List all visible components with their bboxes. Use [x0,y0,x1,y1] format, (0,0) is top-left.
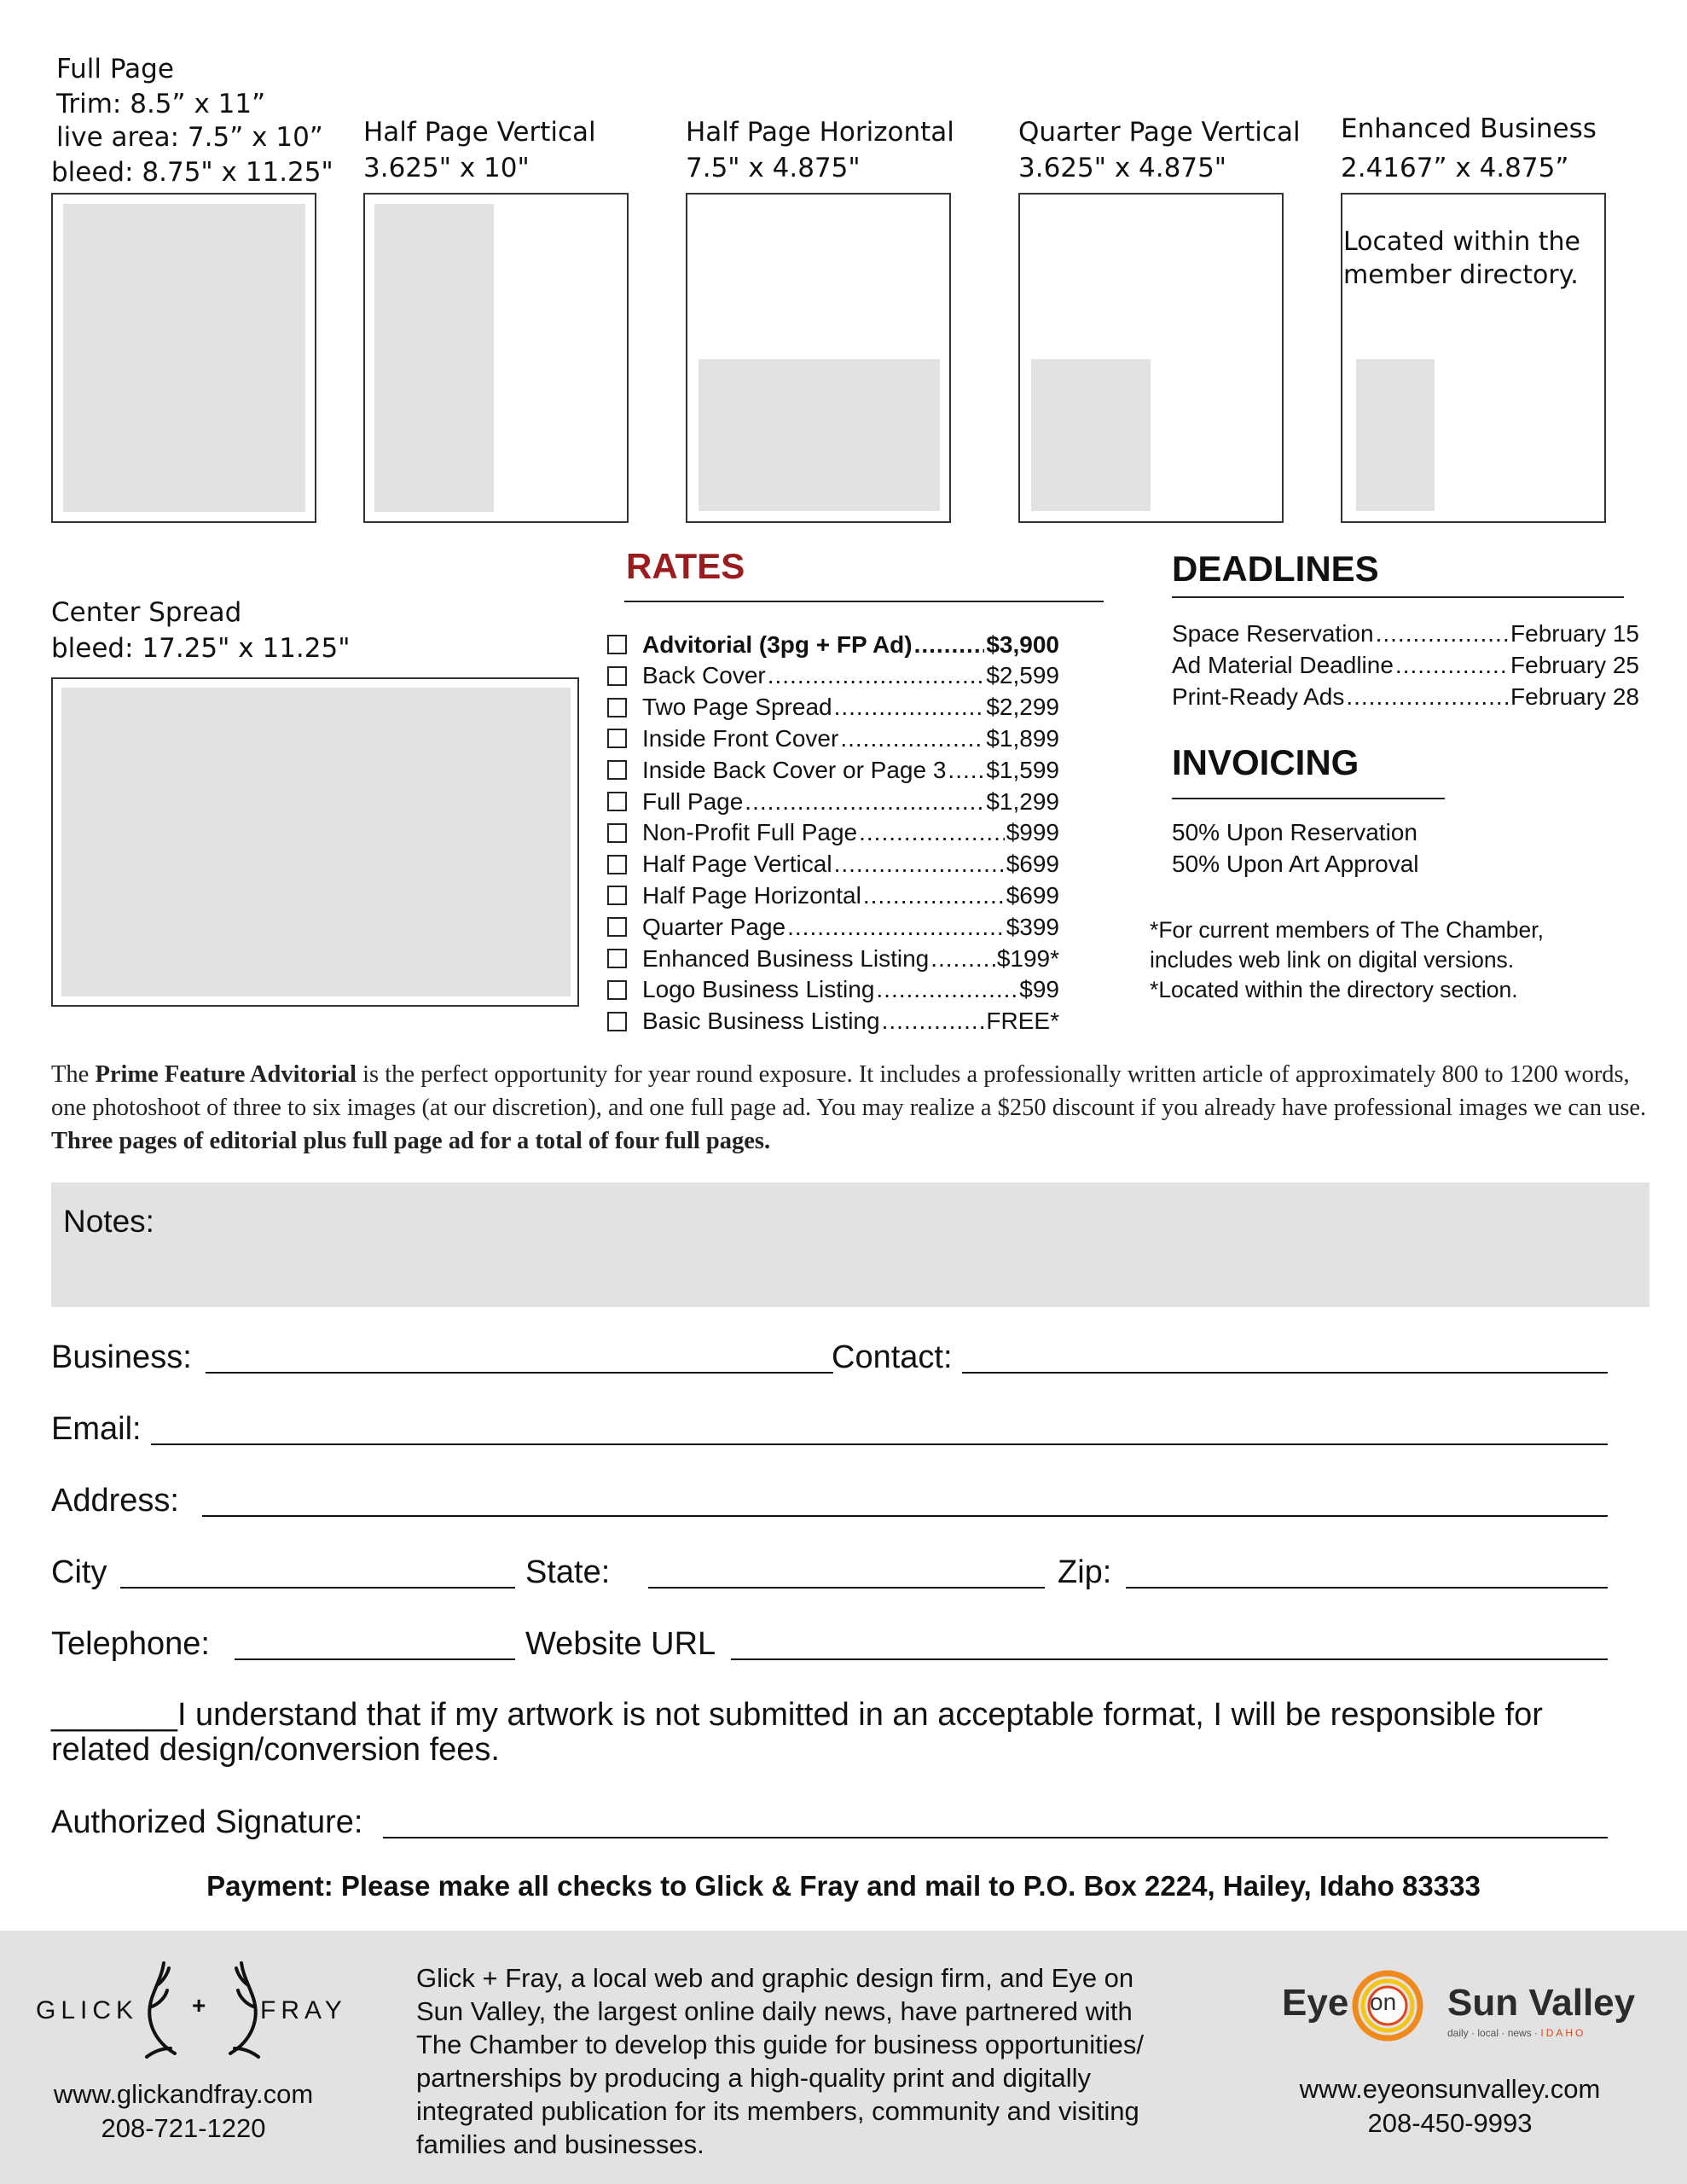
footer [0,1931,1687,2184]
footnote-line-2: includes web link on digital versions. [1150,947,1515,973]
deadline-label: Ad Material Deadline [1172,652,1394,678]
deadline-row [1172,681,1639,713]
glick-plus: + [192,1992,206,2018]
rate-price: $1,599 [986,756,1059,783]
rate-row [607,1006,1059,1037]
rate-checkbox[interactable] [607,666,627,686]
rate-price: $2,599 [986,662,1059,689]
blurb-line: Glick + Fray, a local web and graphic design firm, and Eye on [416,1963,1134,1993]
dot-leader [787,914,1005,941]
rate-label: Inside Front Cover [642,724,839,752]
dot-leader [1376,620,1509,648]
city-label: City [51,1554,107,1590]
rate-label: Two Page Spread [642,694,832,721]
rate-checkbox[interactable] [607,729,627,748]
half-horizontal-area [699,359,940,511]
website-field[interactable] [731,1658,1608,1660]
rate-price: $3,900 [986,630,1059,658]
signature-field[interactable] [383,1837,1608,1838]
para-bold-2: Three pages of editorial plus full page ad for a total of four full pages. [51,1128,771,1154]
rate-label: Full Page [642,787,744,815]
eye-word: Eye [1282,1982,1349,2024]
dot-leader [930,945,995,973]
rate-checkbox[interactable] [607,917,627,937]
address-field[interactable] [202,1515,1608,1517]
contact-label: Contact: [832,1339,953,1375]
invoicing-line-2: 50% Upon Art Approval [1172,851,1419,877]
contact-field[interactable] [962,1372,1608,1374]
rate-label: Advitorial (3pg + FP Ad) [642,630,913,658]
footnote-line-3: *Located within the directory section. [1150,977,1518,1002]
deadline-date: February 25 [1510,652,1639,678]
rate-label: Enhanced Business Listing [642,944,930,972]
rate-label: Logo Business Listing [642,976,875,1003]
rate-row [607,786,1059,817]
dot-leader [768,662,985,689]
para-bold-1: Prime Feature Advitorial [95,1061,357,1088]
business-label: Business: [51,1339,192,1375]
rates-heading: RATES [626,546,745,586]
state-field[interactable] [648,1587,1045,1589]
quarter-vertical-size: 3.625" x 4.875" [1018,153,1227,183]
rate-row [607,660,1059,692]
rate-label: Basic Business Listing [642,1008,880,1035]
notes-label: Notes: [63,1204,154,1239]
half-horizontal-outline [686,193,951,523]
rate-checkbox[interactable] [607,980,627,1000]
dot-leader [1395,652,1509,679]
dot-leader [834,694,985,721]
enhanced-title: Enhanced Business [1341,113,1597,144]
dot-leader [840,725,984,752]
glick-url[interactable]: www.glickandfray.com [53,2079,314,2109]
full-page-bleed: bleed: 8.75" x 11.25" [51,157,333,188]
rates-rule [624,601,1104,602]
rate-label: Quarter Page [642,913,786,940]
rate-checkbox[interactable] [607,698,627,717]
enhanced-note-line1: Located within the [1343,227,1580,257]
rate-price: $399 [1006,913,1059,940]
para-text-2: is the perfect opportunity for year round exposure. It includes a professionally written article of approximately 800 to 1200 words, one photoshoot of three to six images (at our discretion), and one full page ad. You may realize a $250 discount if you already have professional images we can use. [51,1061,1647,1121]
rate-checkbox[interactable] [607,760,627,780]
rate-row [607,817,1059,849]
half-vertical-size: 3.625" x 10" [363,153,530,183]
rate-label: Back Cover [642,662,766,689]
dot-leader [914,631,985,659]
full-page-title: Full Page [56,54,174,84]
blurb-line: The Chamber to develop this guide for business opportunities/ [416,2030,1144,2059]
rate-price: $99 [1019,976,1059,1003]
enhanced-outline [1341,193,1606,523]
deadlines-heading: DEADLINES [1172,549,1379,589]
rate-checkbox[interactable] [607,823,627,843]
half-horizontal-size: 7.5" x 4.875" [686,153,861,183]
rate-row [607,943,1059,974]
invoicing-heading: INVOICING [1172,742,1359,782]
deadline-row [1172,618,1639,650]
center-spread-title: Center Spread [51,597,242,628]
dot-leader [863,882,1005,909]
quarter-vertical-title: Quarter Page Vertical [1018,117,1301,148]
dot-leader [1346,683,1509,711]
eye-tagline: daily · local · news · IDAHO [1447,2027,1586,2039]
rate-checkbox[interactable] [607,855,627,874]
glick-phone: 208-721-1220 [101,2113,266,2143]
full-page-area [63,204,305,512]
rate-checkbox[interactable] [607,886,627,905]
rate-row [607,754,1059,786]
website-label: Website URL [525,1626,716,1662]
dot-leader [859,819,1005,846]
rate-price: FREE* [986,1008,1059,1035]
notes-field[interactable] [51,1182,1649,1307]
email-field[interactable] [151,1443,1608,1445]
half-vertical-title: Half Page Vertical [363,117,596,148]
deadline-label: Print-Ready Ads [1172,683,1345,710]
blurb-line: partnerships by producing a high-quality print and digitally [416,2063,1091,2093]
center-spread-outline [51,677,579,1007]
rate-checkbox[interactable] [607,792,627,811]
rate-price: $999 [1006,819,1059,846]
on-word: on [1370,1989,1397,2015]
rate-checkbox[interactable] [607,635,627,654]
telephone-label: Telephone: [51,1626,210,1662]
rate-row [607,723,1059,754]
rate-checkbox[interactable] [607,949,627,968]
acknowledgement-text: I understand that if my artwork is not submitted in an acceptable format, I will be responsible for [177,1697,1543,1733]
blurb-line: Sun Valley, the largest online daily news, have partnered with [416,1996,1133,2026]
dot-leader [948,757,984,784]
zip-label: Zip: [1058,1554,1112,1590]
enhanced-note-line2: member directory. [1343,260,1579,290]
telephone-field[interactable] [235,1658,515,1660]
glick-word: GLICK [36,1996,139,2024]
rate-label: Inside Back Cover or Page 3 [642,756,947,783]
address-label: Address: [51,1483,179,1519]
center-spread-bleed: bleed: 17.25" x 11.25" [51,633,351,664]
rate-label: Half Page Horizontal [642,881,861,909]
invoicing-rule [1172,798,1445,799]
enhanced-area [1356,359,1435,511]
deadlines-rule [1172,596,1624,598]
full-page-trim: Trim: 8.5” x 11” [56,89,266,119]
deadline-label: Space Reservation [1172,620,1374,647]
deadline-row [1172,649,1639,682]
fray-word: FRAY [260,1996,347,2024]
blurb-line: integrated publication for its members, community and visiting [416,2096,1139,2126]
payment-instructions: Payment: Please make all checks to Glick & Fray and mail to P.O. Box 2224, Hailey, Idaho 83333 [206,1870,1481,1902]
half-vertical-outline [363,193,629,523]
dot-leader [882,1008,985,1035]
blurb-line: families and businesses. [416,2129,704,2159]
rate-price: $1,299 [986,787,1059,815]
rate-row [607,911,1059,943]
rate-price: $699 [1006,881,1059,909]
eye-tagline-text: daily · local · news [1447,2027,1532,2039]
acknowledgement-initial-blank[interactable]: _______ [51,1697,177,1733]
signature-label: Authorized Signature: [51,1804,363,1840]
para-text-1: The [51,1061,96,1088]
zip-field[interactable] [1126,1587,1608,1589]
half-vertical-area [374,204,494,512]
sun-valley-word: Sun Valley [1447,1982,1636,2024]
rate-row [607,974,1059,1006]
rate-row [607,849,1059,880]
rate-label: Non-Profit Full Page [642,819,858,846]
half-horizontal-title: Half Page Horizontal [686,117,954,148]
state-label: State: [525,1554,611,1590]
quarter-vertical-area [1031,359,1151,511]
rate-label: Half Page Vertical [642,851,832,878]
invoicing-line-1: 50% Upon Reservation [1172,819,1417,845]
rate-row [607,692,1059,723]
rate-price: $199* [996,944,1059,972]
rate-price: $699 [1006,851,1059,878]
email-label: Email: [51,1411,142,1447]
rate-price: $2,299 [986,694,1059,721]
acknowledgement-line-2: related design/conversion fees. [51,1732,500,1768]
footnote-line-1: *For current members of The Chamber, [1150,917,1544,943]
business-field[interactable] [206,1372,833,1374]
dot-leader [834,851,1005,878]
dot-leader [876,976,1017,1003]
rate-row [607,880,1059,911]
eye-phone: 208-450-9993 [1367,2108,1533,2138]
dot-leader [745,788,984,816]
rate-row [607,629,1059,660]
quarter-vertical-outline [1018,193,1284,523]
full-page-live-area: live area: 7.5” x 10” [56,122,323,153]
rate-price: $1,899 [986,724,1059,752]
deadline-date: February 28 [1510,683,1639,710]
center-spread-area [61,688,571,996]
rate-checkbox[interactable] [607,1012,627,1031]
eye-url[interactable]: www.eyeonsunvalley.com [1299,2074,1601,2104]
deadline-date: February 15 [1510,620,1639,647]
full-page-outline [51,193,316,523]
advitorial-paragraph [51,1058,1655,1158]
enhanced-size: 2.4167” x 4.875” [1341,153,1569,183]
eye-state: IDAHO [1540,2027,1586,2039]
city-field[interactable] [120,1587,515,1589]
